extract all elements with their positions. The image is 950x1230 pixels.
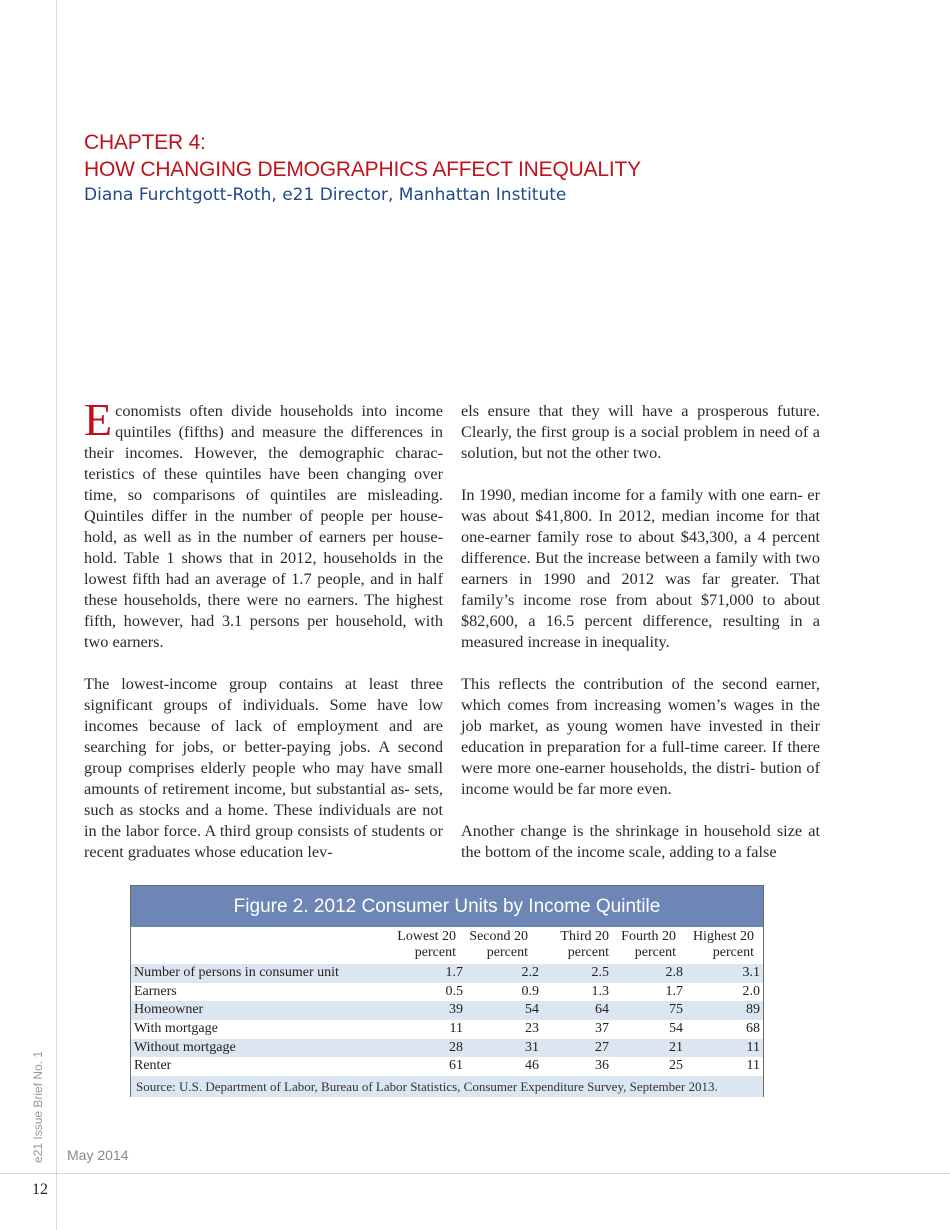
table-row: Renter 61 46 36 25 11 xyxy=(134,1058,760,1074)
issue-date: May 2014 xyxy=(67,1147,129,1163)
body-column-left xyxy=(84,394,443,883)
table-row: Earners 0.5 0.9 1.3 1.7 2.0 xyxy=(134,983,760,999)
table-row: Without mortgage 28 31 27 21 11 xyxy=(131,1039,763,1058)
column-header: Third 20 percent xyxy=(560,929,609,960)
footer-rule xyxy=(0,1173,950,1174)
figure-table xyxy=(130,885,764,1097)
body-column-right xyxy=(461,400,820,883)
chapter-title: HOW CHANGING DEMOGRAPHICS AFFECT INEQUALITY xyxy=(84,158,641,181)
page-number: 12 xyxy=(32,1181,48,1198)
column-header: Highest 20 percent xyxy=(692,929,754,960)
paragraph: els ensure that they will have a prosperous future. Clearly, the first group is a social problem in need of a solution, but not the other two. xyxy=(461,401,820,462)
paragraph: This reflects the contribution of the second earner, which comes from increasing women’s wages in the job market, as young women have invested in their education in preparation for a full-time career. If there were more one-earner households, the distri- bution of income would be far more even. xyxy=(461,674,820,798)
chapter-heading xyxy=(84,129,641,207)
table-source: Source: U.S. Department of Labor, Bureau of Labor Statistics, Consumer Expenditure Survey, September 2013. xyxy=(131,1076,763,1097)
table-row: Homeowner 39 54 64 75 89 xyxy=(131,1001,763,1020)
column-header: Lowest 20 percent xyxy=(397,929,456,960)
chapter-number: CHAPTER 4: xyxy=(84,131,206,154)
paragraph: In 1990, median income for a family with one earn- er was about $41,800. In 2012, median income for that one-earner family rose to about $43,300, a 4 percent difference. But the increase between a family with two earners in 1990 and 2012 was far greater. That family’s income rose from about $71,000 to about $82,600, a 16.5 percent difference, resulting in a measured increase in inequality. xyxy=(461,485,820,651)
table-row: With mortgage 11 23 37 54 68 xyxy=(134,1021,760,1037)
table-row: Number of persons in consumer unit 1.7 2.2 2.5 2.8 3.1 xyxy=(131,964,763,983)
column-header: Fourth 20 percent xyxy=(621,929,676,960)
chapter-author: Diana Furchtgott-Roth, e21 Director, Manhattan Institute xyxy=(84,185,567,205)
paragraph-text: conomists often divide households into income quintiles (fifths) and measure the differences in their incomes. However, the demographic charac- teristics of these quintiles have been changing over time, so comparisons of quintiles are misleading. Quintiles differ in the number of people per house- hold, as well as in the number of earners per house- hold. Table 1 shows that in 2012, households in the lowest fifth had an average of 1.7 people, and in half these households, there were no earners. The highest fifth, however, had 3.1 persons per household, with two earners. xyxy=(84,401,443,651)
table-header xyxy=(131,927,763,964)
issue-label: e21 Issue Brief No. 1 xyxy=(31,1050,45,1163)
paragraph: The lowest-income group contains at least three significant groups of individuals. Some have low incomes because of lack of employment and are searching for jobs, or better-paying jobs. A second group comprises elderly people who may have small amounts of retirement income, but substantial as- sets, such as stocks and a home. These individuals are not in the labor force. A third group consists of students or recent graduates whose education lev- xyxy=(84,674,443,861)
margin-rule xyxy=(56,0,57,1230)
drop-cap: E xyxy=(84,394,113,445)
paragraph xyxy=(84,394,443,652)
figure-title: Figure 2. 2012 Consumer Units by Income Quintile xyxy=(131,886,763,927)
paragraph: Another change is the shrinkage in household size at the bottom of the income scale, adding to a false xyxy=(461,821,820,861)
column-header: Second 20 percent xyxy=(469,929,528,960)
